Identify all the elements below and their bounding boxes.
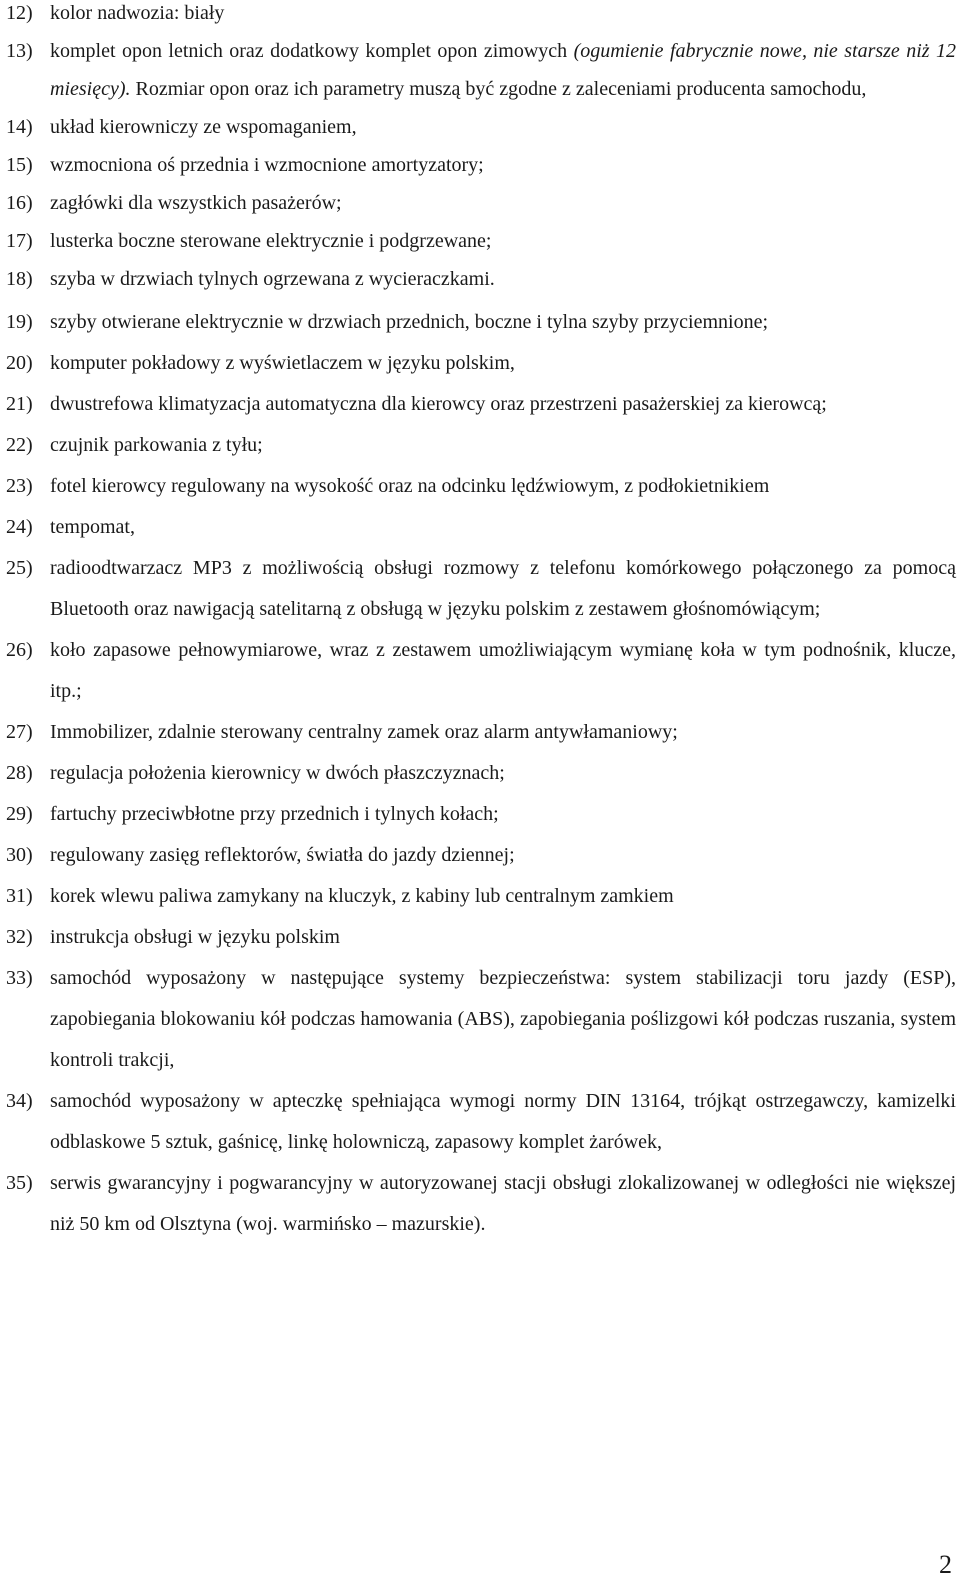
item-number: 15) (6, 154, 33, 176)
item-text: układ kierowniczy ze wspomaganiem, (50, 116, 357, 138)
item-text: korek wlewu paliwa zamykany na kluczyk, z kabiny lub centralnym zamkiem (50, 885, 674, 907)
item-text: regulacja położenia kierownicy w dwóch płaszczyznach; (50, 762, 505, 784)
item-number: 20) (6, 352, 33, 374)
item-text: samochód wyposażony w następujące systemy bezpieczeństwa: system stabilizacji toru jazdy (ESP), zapobiegania blokowaniu kół podczas hamowania (ABS), zapobiegania poślizgowi kół podczas ruszania, system kontroli trakcji, (50, 967, 956, 1071)
list-item (6, 753, 956, 794)
item-number: 32) (6, 926, 33, 948)
item-number: 28) (6, 762, 33, 784)
list-item (6, 0, 956, 32)
item-text-italic: (ogumienie fabrycznie nowe, nie starsze niż 12 miesięcy). (50, 40, 957, 100)
item-number: 21) (6, 393, 33, 415)
list-item (6, 548, 956, 630)
item-number: 14) (6, 116, 33, 138)
list-item (6, 630, 956, 712)
item-text: Immobilizer, zdalnie sterowany centralny zamek oraz alarm antywłamaniowy; (50, 721, 678, 743)
list-item (6, 260, 956, 298)
item-text: komputer pokładowy z wyświetlaczem w języku polskim, (50, 352, 515, 374)
item-number: 19) (6, 311, 33, 333)
item-text-part: Rozmiar opon oraz ich parametry muszą być zgodne z zaleceniami producenta samochodu, (130, 78, 867, 100)
list-item (6, 108, 956, 146)
list-item (6, 876, 956, 917)
item-number: 26) (6, 639, 33, 661)
item-number: 17) (6, 230, 33, 252)
list-item (6, 917, 956, 958)
item-number: 29) (6, 803, 33, 825)
item-text: wzmocniona oś przednia i wzmocnione amortyzatory; (50, 154, 484, 176)
item-text: szyba w drzwiach tylnych ogrzewana z wycieraczkami. (50, 268, 495, 290)
item-number: 23) (6, 475, 33, 497)
requirements-list (6, 0, 956, 1247)
list-item (6, 302, 956, 343)
item-number: 24) (6, 516, 33, 538)
list-item (6, 1163, 956, 1245)
item-text: czujnik parkowania z tyłu; (50, 434, 263, 456)
list-item (6, 32, 956, 108)
item-text (50, 40, 956, 100)
item-text: instrukcja obsługi w języku polskim (50, 926, 340, 948)
item-number: 13) (6, 40, 33, 62)
item-text: serwis gwarancyjny i pogwarancyjny w autoryzowanej stacji obsługi zlokalizowanej w odległości nie większej niż 50 km od Olsztyna (woj. warmińsko – mazurskie). (50, 1172, 956, 1235)
item-number: 22) (6, 434, 33, 456)
item-text: radioodtwarzacz MP3 z możliwością obsługi rozmowy z telefonu komórkowego połączonego za pomocą Bluetooth oraz nawigacją satelitarną z obsługą w języku polskim z zestawem głośnomówiącym; (50, 557, 956, 620)
list-item (6, 222, 956, 260)
item-number: 33) (6, 967, 33, 989)
item-text: tempomat, (50, 516, 135, 538)
item-text-part: komplet opon letnich oraz dodatkowy komplet opon zimowych (50, 40, 574, 62)
item-number: 27) (6, 721, 33, 743)
list-item (6, 184, 956, 222)
list-item (6, 343, 956, 384)
list-item (6, 146, 956, 184)
item-text: szyby otwierane elektrycznie w drzwiach przednich, boczne i tylna szyby przyciemnione; (50, 311, 769, 333)
item-number: 12) (6, 2, 33, 24)
list-item (6, 425, 956, 466)
item-text: zagłówki dla wszystkich pasażerów; (50, 192, 342, 214)
list-item (6, 835, 956, 876)
item-text: samochód wyposażony w apteczkę spełniająca wymogi normy DIN 13164, trójkąt ostrzegawczy, kamizelki odblaskowe 5 sztuk, gaśnicę, linkę holowniczą, zapasowy komplet żarówek, (50, 1090, 956, 1153)
item-number: 30) (6, 844, 33, 866)
list-item (6, 958, 956, 1081)
item-number: 25) (6, 557, 33, 579)
list-item (6, 384, 956, 425)
item-text: regulowany zasięg reflektorów, światła do jazdy dziennej; (50, 844, 515, 866)
item-text: fotel kierowcy regulowany na wysokość oraz na odcinku lędźwiowym, z podłokietnikiem (50, 475, 770, 497)
list-item (6, 712, 956, 753)
item-text: fartuchy przeciwbłotne przy przednich i tylnych kołach; (50, 803, 499, 825)
item-number: 31) (6, 885, 33, 907)
list-item (6, 794, 956, 835)
list-item (6, 507, 956, 548)
item-number: 35) (6, 1172, 33, 1194)
list-item (6, 1081, 956, 1163)
item-number: 34) (6, 1090, 33, 1112)
item-number: 16) (6, 192, 33, 214)
item-text: koło zapasowe pełnowymiarowe, wraz z zestawem umożliwiającym wymianę koła w tym podnośnik, klucze, itp.; (50, 639, 956, 702)
item-number: 18) (6, 268, 33, 290)
item-text: dwustrefowa klimatyzacja automatyczna dla kierowcy oraz przestrzeni pasażerskiej za kierowcą; (50, 393, 827, 415)
item-text: kolor nadwozia: biały (50, 2, 225, 24)
page-number: 2 (939, 1550, 952, 1579)
item-text: lusterka boczne sterowane elektrycznie i podgrzewane; (50, 230, 492, 252)
list-item (6, 466, 956, 507)
